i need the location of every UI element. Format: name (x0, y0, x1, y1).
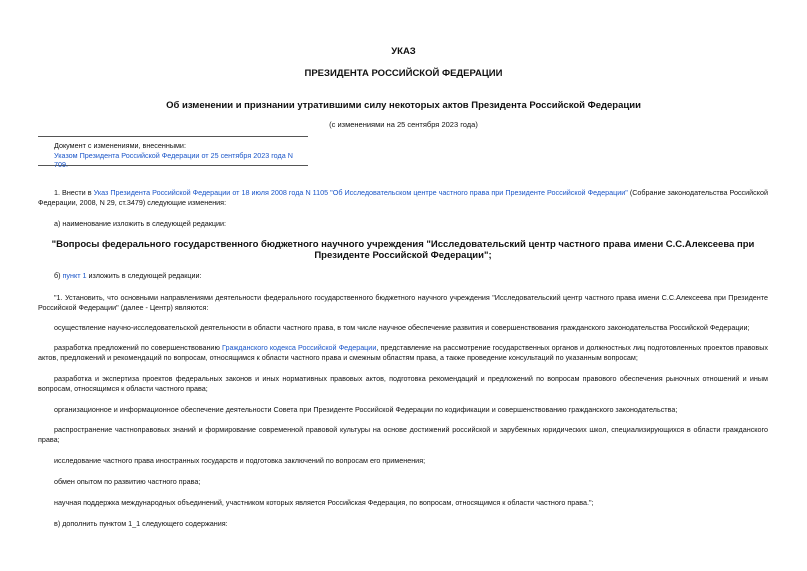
paragraph-expertise: разработка и экспертиза проектов федеральных законов и иных нормативных правовых актов, подготовка рекомендаций и предложений по вопросам правового обеспечения рыночных отношений и иным вопросам, относящимся к области частного права; (38, 374, 768, 393)
paragraph-point-1: "1. Установить, что основными направлениями деятельности федерального государственного бюджетного научного учреждения "Исследовательский центр частного права имени С.С.Алексеева при Президенте Российской Федерации" (далее - Центр) являются: (38, 293, 768, 312)
paragraph-b-start: б) (54, 271, 63, 280)
changes-box-link[interactable]: Указом Президента Российской Федерации от 25 сентября 2023 года N 709. (54, 151, 293, 169)
paragraph-a: а) наименование изложить в следующей редакции: (54, 219, 227, 228)
paragraph-culture: распространение частноправовых знаний и формирование современной правовой культуры на основе достижений российской и зарубежных юридических школ, специализирующихся в области гражданского права; (38, 425, 768, 444)
redaction-note: (с изменениями на 25 сентября 2023 года) (329, 120, 478, 129)
document-title: Об изменении и признании утратившими силу некоторых актов Президента Российской Федерации (166, 100, 641, 111)
paragraph-experience: обмен опытом по развитию частного права; (54, 477, 201, 486)
changes-box (38, 136, 308, 169)
paragraph-proposals (38, 343, 768, 363)
paragraph-foreign-law: исследование частного права иностранных государств и подготовка заключений по вопросам его применения; (54, 456, 426, 465)
issuer-heading: ПРЕЗИДЕНТА РОССИЙСКОЙ ФЕДЕРАЦИИ (304, 68, 503, 79)
paragraph-proposals-end: , представление на рассмотрение государственных органов и должностных лиц подготовленных проектов правовых актов, предложений и рекомендаций по вопросам, относящимся к области частного права и смежным областям права, а также проведение консультаций по указанным вопросам; (38, 343, 769, 362)
new-title-text: "Вопросы федерального государственного бюджетного научного учреждения "Исследовательский центр частного права имени С.С.Алексеева при Президенте Российской Федерации"; (51, 239, 755, 261)
paragraph-c: в) дополнить пунктом 1_1 следующего содержания: (54, 519, 228, 528)
paragraph-b (38, 271, 768, 281)
civil-code-link[interactable]: Гражданского кодекса Российской Федерации (221, 343, 377, 352)
decree-1105-link[interactable]: Указ Президента Российской Федерации от 18 июля 2008 года N 1105 "Об Исследовательском центре частного права при Президенте Российской Федерации" (93, 188, 628, 197)
doc-type-heading: УКАЗ (391, 46, 416, 57)
paragraph-research: осуществление научно-исследовательской деятельности в области частного права, в том числе научное обеспечение развития и совершенствования гражданского законодательства Российской Федерации; (54, 323, 750, 332)
paragraph-b-end: изложить в следующей редакции: (86, 271, 202, 280)
paragraph-1-start: 1. Внести в (54, 188, 94, 197)
paragraph-1-end: (Собрание законодательства Российской Федерации, 2008, N 29, ст.3479) следующие изменения: (38, 188, 769, 207)
point-1-link[interactable]: пункт 1 (62, 271, 87, 280)
paragraph-proposals-start: разработка предложений по совершенствованию (54, 343, 222, 352)
paragraph-1 (38, 188, 768, 208)
paragraph-council: организационное и информационное обеспечение деятельности Совета при Президенте Российской Федерации по кодификации и совершенствованию гражданского законодательства; (54, 405, 678, 414)
changes-box-label: Документ с изменениями, внесенными: (54, 141, 186, 150)
paragraph-support: научная поддержка международных объединений, участником которых является Российская Федерация, по вопросам, относящимся к области частного права."; (54, 498, 594, 507)
